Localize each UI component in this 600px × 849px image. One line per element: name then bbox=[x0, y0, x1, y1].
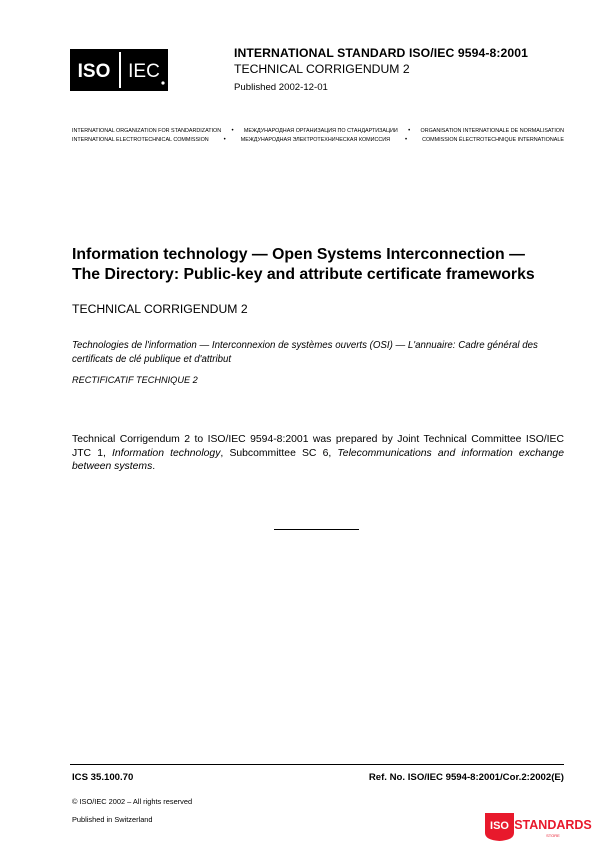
logo-iso-text: ISO bbox=[77, 61, 111, 82]
store-sub-text: STORE bbox=[546, 833, 560, 838]
committee-name: Information technology bbox=[112, 447, 221, 459]
organization-row-iec bbox=[72, 137, 564, 143]
reference-number: Ref. No. ISO/IEC 9594-8:2001/Cor.2:2002(E) bbox=[368, 772, 564, 783]
bullet: • bbox=[223, 137, 226, 143]
published-date: Published 2002-12-01 bbox=[234, 82, 328, 93]
bullet: • bbox=[405, 137, 408, 143]
french-subtitle: RECTIFICATIF TECHNIQUE 2 bbox=[72, 375, 198, 385]
title-line-1: Information technology — Open Systems Interconnection — bbox=[72, 246, 525, 263]
standard-number: INTERNATIONAL STANDARD ISO/IEC 9594-8:2001 bbox=[234, 46, 529, 60]
organization-row-iso bbox=[72, 128, 564, 134]
statement-text: Technical Corrigendum 2 to ISO/IEC 9594-8:2001 was prepared by Joint Technical Committee ISO/IEC JTC 1, bbox=[72, 434, 564, 459]
statement-text: . bbox=[152, 461, 156, 473]
corrigendum-label: TECHNICAL CORRIGENDUM 2 bbox=[234, 62, 410, 76]
document-subtitle: TECHNICAL CORRIGENDUM 2 bbox=[72, 302, 248, 316]
copyright-notice: © ISO/IEC 2002 – All rights reserved bbox=[72, 797, 193, 806]
footer-divider bbox=[70, 764, 564, 765]
iso-standards-store-badge[interactable] bbox=[482, 812, 594, 842]
store-standards-text: STANDARDS bbox=[514, 818, 592, 832]
french-title: Technologies de l'information — Interconnexion de systèmes ouverts (OSI) — L'annuaire: Cadre général des certificats de clé publique et d'attribut bbox=[72, 340, 538, 365]
org-name-en: INTERNATIONAL ORGANIZATION FOR STANDARDIZATION bbox=[72, 128, 222, 134]
org-name-fr: ORGANISATION INTERNATIONALE DE NORMALISATION bbox=[420, 128, 564, 134]
iso-iec-logo bbox=[70, 49, 168, 91]
store-iso-text: ISO bbox=[490, 820, 509, 832]
org-name-ru: МЕЖДУНАРОДНАЯ ОРГАНИЗАЦИЯ ПО СТАНДАРТИЗАЦИИ bbox=[243, 128, 398, 134]
bullet: • bbox=[231, 128, 234, 134]
preparation-statement bbox=[72, 433, 564, 474]
published-in-country: Published in Switzerland bbox=[72, 815, 153, 824]
org-name-en: INTERNATIONAL ELECTROTECHNICAL COMMISSION bbox=[72, 137, 209, 143]
subcommittee-name: Telecommunications and information exchange between systems bbox=[72, 447, 564, 473]
title-line-2: The Directory: Public-key and attribute certificate frameworks bbox=[72, 266, 535, 283]
divider-rule bbox=[274, 529, 359, 530]
org-name-ru: МЕЖДУНАРОДНАЯ ЭЛЕКТРОТЕХНИЧЕСКАЯ КОМИССИЯ bbox=[240, 137, 391, 143]
bullet: • bbox=[408, 128, 411, 134]
document-title bbox=[72, 245, 542, 285]
org-name-fr: COMMISSION ÉLECTROTECHNIQUE INTERNATIONALE bbox=[422, 137, 564, 143]
logo-iec-text: IEC bbox=[128, 61, 160, 82]
statement-text: , Subcommittee SC 6, bbox=[220, 447, 338, 459]
ics-code: ICS 35.100.70 bbox=[72, 772, 134, 783]
